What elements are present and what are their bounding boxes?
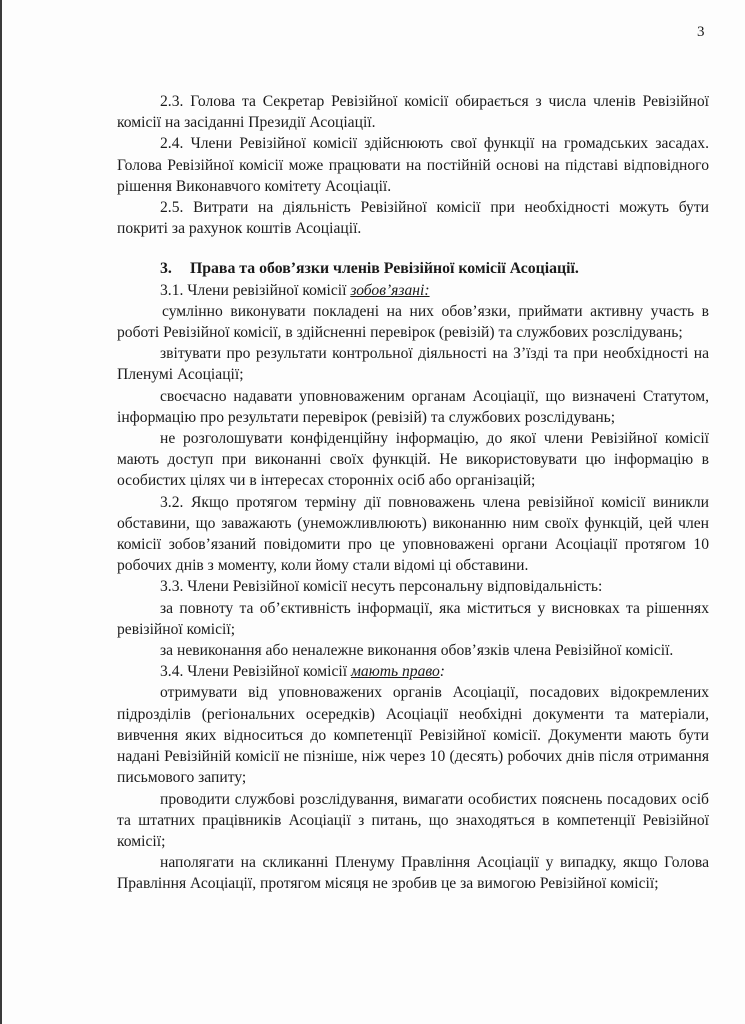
section-3-number: 3. bbox=[160, 260, 172, 278]
duty-item: сумлінно виконувати покладені на них обов’язки, приймати активну участь в роботі Ревізійної комісії, в здійсненні перевірок (ревізій) та службових розслідувань; bbox=[117, 302, 709, 342]
clause-2-4: 2.4. Члени Ревізійної комісії здійснюють свої функції на громадських засадах. Голова Ревізійної комісії може працювати на постійній основі на підставі відповідного рішення Виконавчого комітету Асоціації. bbox=[117, 135, 709, 195]
clause-3-1-emphasis: зобов’язані: bbox=[350, 281, 430, 299]
right-item: наполягати на скликанні Пленуму Правління Асоціації у випадку, якщо Голова Правління Асоціації, протягом місяця не зробив це за вимогою Ревізійної комісії; bbox=[117, 854, 709, 893]
page-number: 3 bbox=[697, 24, 705, 40]
section-3-title: Права та обов’язки членів Ревізійної комісії Асоціації. bbox=[189, 260, 579, 278]
scan-edge-shadow bbox=[0, 0, 2, 1024]
clause-3-4-emphasis: мають право bbox=[350, 663, 440, 681]
clause-3-4-lead bbox=[117, 661, 709, 682]
clause-3-1-lead bbox=[117, 280, 709, 301]
duty-item: не розголошувати конфіденційну інформацію, до якої члени Ревізійної комісії мають доступ при виконанні своїх функцій. Не використовувати цю інформацію в особистих цілях чи в інтересах сторонніх осіб або організацій; bbox=[117, 430, 709, 490]
section-3-heading bbox=[117, 258, 709, 279]
clause-3-4-lead-text: 3.4. Члени Ревізійної комісії bbox=[160, 663, 351, 681]
document-body bbox=[117, 91, 709, 895]
duty-item: звітувати про результати контрольної діяльності на З’їзді та при необхідності на Пленумі Асоціації; bbox=[117, 345, 709, 384]
responsibility-item: за повноту та об’єктивність інформації, яка міститься у висновках та рішеннях ревізійної комісії; bbox=[117, 599, 709, 638]
responsibility-item: за невиконання або неналежне виконання обов’язків члена Ревізійної комісії. bbox=[160, 642, 674, 660]
clause-2-3: 2.3. Голова та Секретар Ревізійної комісії обирається з числа членів Ревізійної комісії на засіданні Президії Асоціації. bbox=[117, 93, 709, 132]
clause-3-2: 3.2. Якщо протягом терміну дії повноважень члена ревізійної комісії виникли обставини, що заважають (унеможливлюють) виконанню ним своїх функцій, цей член комісії зобов’язаний повідомити про це уповноважені органи Асоціації протягом 10 робочих днів з моменту, коли йому стали відомі ці обставини. bbox=[117, 493, 709, 575]
right-item: проводити службові розслідування, вимагати особистих пояснень посадових осіб та штатних працівників Асоціації з питань, що знаходяться в компетенції Ревізійної комісії; bbox=[117, 790, 709, 850]
clause-3-4-colon: : bbox=[439, 663, 445, 681]
clause-3-1-lead-text: 3.1. Члени ревізійної комісії bbox=[160, 281, 351, 299]
clause-3-3-lead: 3.3. Члени Ревізійної комісії несуть персональну відповідальність: bbox=[160, 578, 603, 596]
duty-item: своєчасно надавати уповноваженим органам Асоціації, що визначені Статутом, інформацію про результати перевірок (ревізій) та службових розслідувань; bbox=[117, 387, 709, 426]
clause-2-5: 2.5. Витрати на діяльність Ревізійної комісії при необхідності можуть бути покриті за рахунок коштів Асоціації. bbox=[117, 199, 709, 238]
right-item: отримувати від уповноважених органів Асоціації, посадових відокремлених підрозділів (регіональних осередків) Асоціації необхідні документи та матеріали, вивчення яких відноситься до компетенції Ревізійної комісії. Документи мають бути надані Ревізійній комісії не пізніше, ніж через 10 (десять) робочих днів після отримання письмового запиту; bbox=[117, 684, 709, 787]
